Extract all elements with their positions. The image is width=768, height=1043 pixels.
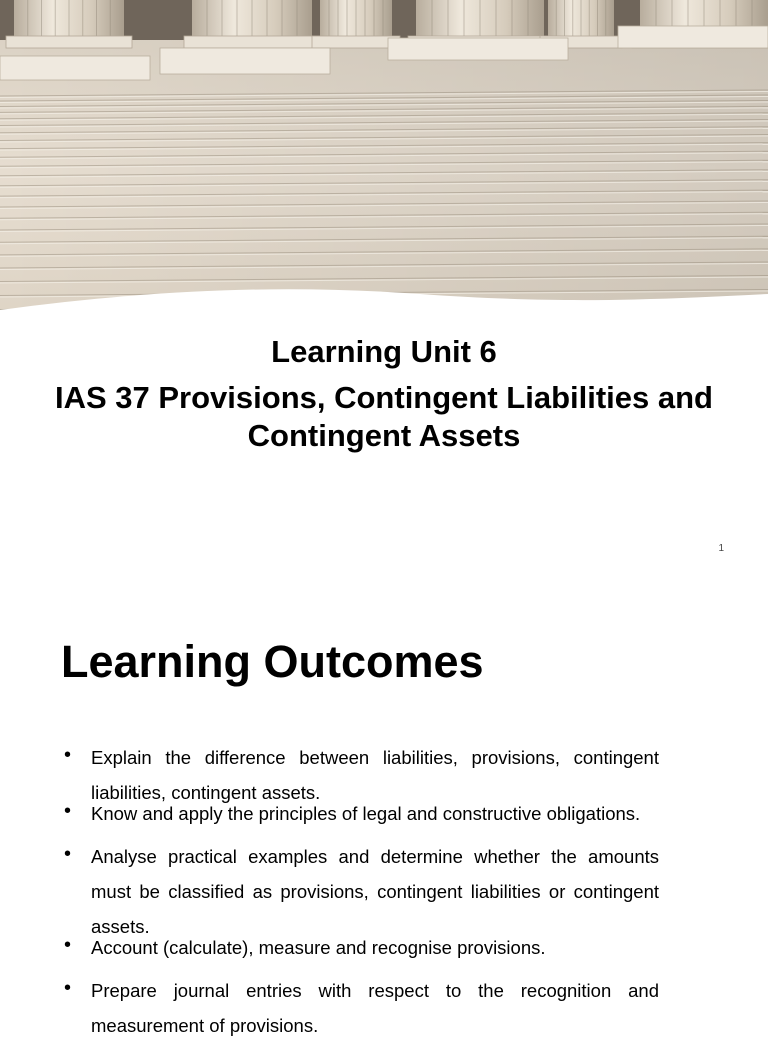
bullet-dot-icon: • — [64, 800, 72, 822]
outcome-text: Explain the difference between liabilities, provisions, contingent liabilities, contingent assets. — [91, 747, 659, 803]
outcome-item — [64, 839, 659, 944]
bullet-dot-icon: • — [64, 843, 72, 865]
slide-number: 1 — [718, 543, 724, 554]
outcome-text: Know and apply the principles of legal and constructive obligations. — [91, 803, 641, 824]
courthouse-steps-image — [0, 0, 768, 340]
outcome-text: Account (calculate), measure and recognise provisions. — [91, 937, 546, 958]
outcome-text: Analyse practical examples and determine whether the amounts must be classified as provisions, contingent liabilities or contingent assets. — [91, 846, 659, 937]
outcome-item — [64, 796, 659, 831]
bullet-dot-icon: • — [64, 977, 72, 999]
learning-outcomes-list — [64, 740, 659, 1043]
bullet-dot-icon: • — [64, 934, 72, 956]
outcomes-title: Learning Outcomes — [61, 636, 484, 687]
outcome-text: Prepare journal entries with respect to the recognition and measurement of provisions. — [91, 980, 659, 1036]
unit-title: Learning Unit 6 — [271, 334, 497, 369]
outcome-item — [64, 930, 659, 965]
slide-2 — [0, 576, 768, 1036]
unit-subtitle: IAS 37 Provisions, Contingent Liabilities and Contingent Assets — [55, 380, 713, 453]
outcome-item — [64, 973, 659, 1043]
bullet-dot-icon: • — [64, 744, 72, 766]
